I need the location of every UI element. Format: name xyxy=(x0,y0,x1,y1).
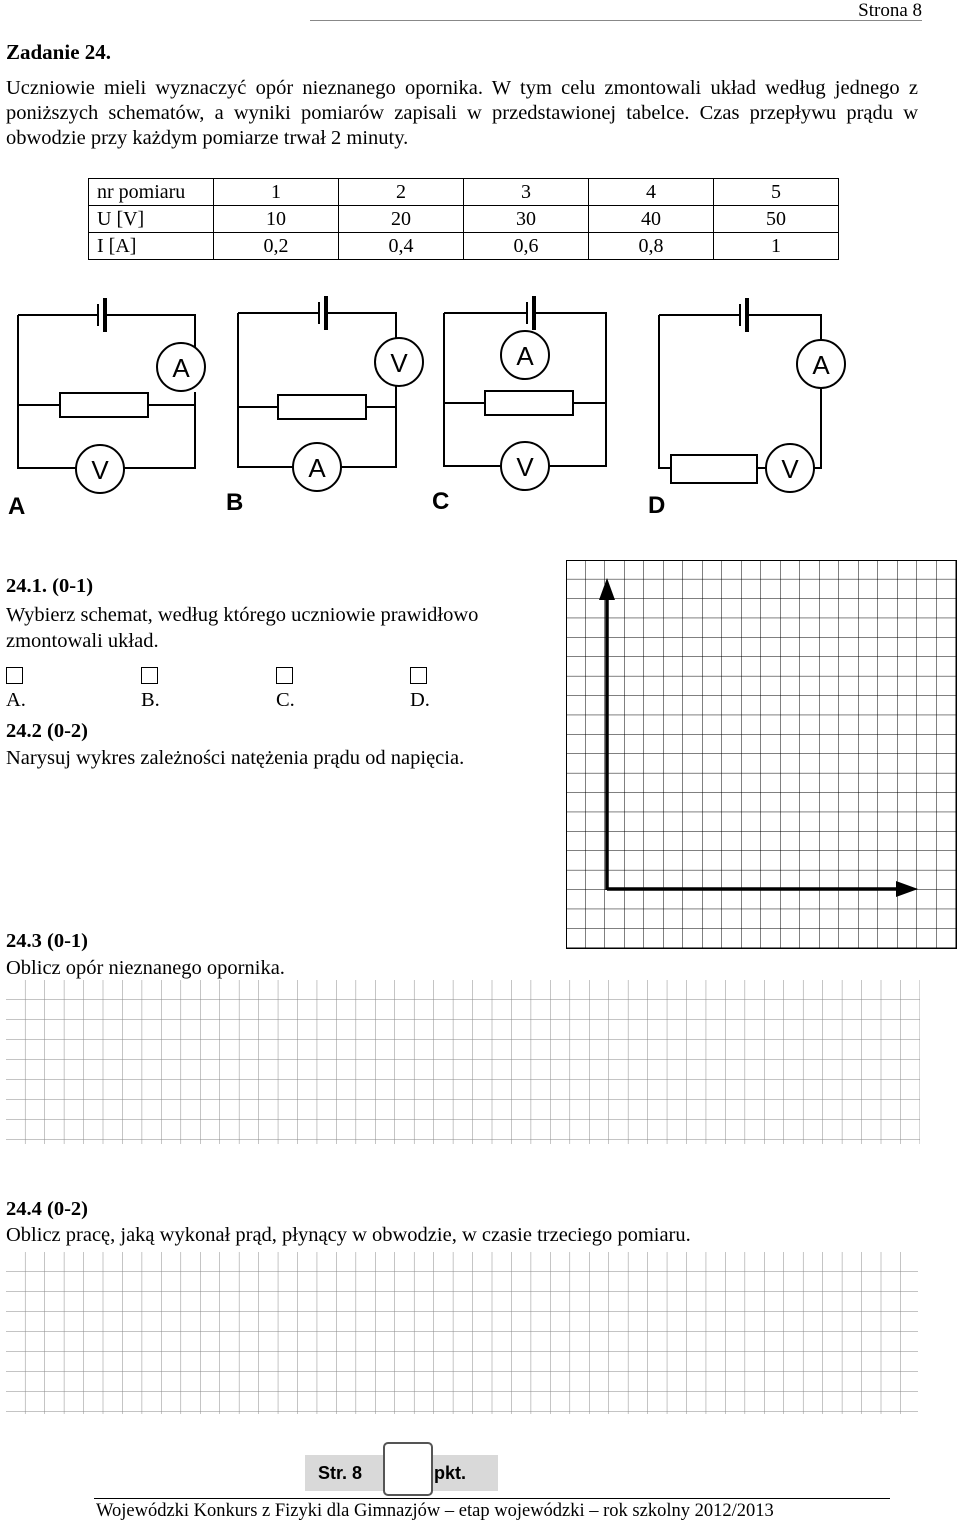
table-row-label: nr pomiaru xyxy=(89,179,214,206)
table-cell: 1 xyxy=(214,179,339,206)
circuit-a xyxy=(18,298,205,493)
q1-heading: 24.1. (0-1) xyxy=(6,575,94,597)
option-label: A. xyxy=(6,689,26,711)
task-intro: Uczniowie mieli wyznaczyć opór nieznanego opornika. W tym celu zmontowali układ według jednego z poniższych schematów, a wyniki pomiarów zapisali w przedstawionej tabelce. Czas przepływu prądu w obwodzie przy każdym pomiarze trwał 2 minuty. xyxy=(6,77,918,149)
option-label: C. xyxy=(276,689,295,711)
points-label: pkt. xyxy=(434,1463,467,1483)
option-label: B. xyxy=(141,689,160,711)
circuit-label-b: B xyxy=(226,489,244,516)
table-cell: 30 xyxy=(464,206,589,233)
checkbox-icon[interactable] xyxy=(276,667,293,684)
ammeter-symbol: A xyxy=(516,341,534,371)
option-a[interactable] xyxy=(6,666,31,712)
table-cell: 10 xyxy=(214,206,339,233)
table-row xyxy=(89,206,839,233)
page-number: Strona 8 xyxy=(858,0,922,21)
checkbox-icon[interactable] xyxy=(410,667,427,684)
checkbox-icon[interactable] xyxy=(141,667,158,684)
circuit-label-a: A xyxy=(8,493,26,520)
task-title: Zadanie 24. xyxy=(6,40,112,64)
voltmeter-symbol: V xyxy=(390,348,408,378)
table-cell: 20 xyxy=(339,206,464,233)
table-cell: 1 xyxy=(714,233,839,260)
circuit-label-d: D xyxy=(648,492,666,519)
table-row-label: I [A] xyxy=(89,233,214,260)
option-b[interactable] xyxy=(141,666,166,712)
q3-text: Oblicz opór nieznanego opornika. xyxy=(6,957,285,979)
graph-grid[interactable] xyxy=(566,560,958,950)
q2-text: Narysuj wykres zależności natężenia prądu od napięcia. xyxy=(6,747,465,769)
footer-text: Wojewódzki Konkurs z Fizyki dla Gimnazjów – etap wojewódzki – rok szkolny 2012/2013 xyxy=(96,1501,774,1521)
voltmeter-symbol: V xyxy=(91,455,109,485)
q4-text: Oblicz pracę, jaką wykonał prąd, płynący w obwodzie, w czasie trzeciego pomiaru. xyxy=(6,1224,691,1246)
circuit-d xyxy=(659,298,845,492)
table-cell: 5 xyxy=(714,179,839,206)
ammeter-symbol: A xyxy=(308,453,326,483)
q4-heading: 24.4 (0-2) xyxy=(6,1198,88,1220)
voltmeter-symbol: V xyxy=(516,452,534,482)
ammeter-symbol: A xyxy=(812,350,830,380)
circuit-b xyxy=(238,296,423,491)
table-cell: 40 xyxy=(589,206,714,233)
q1-text: Wybierz schemat, według którego uczniowie prawidłowo zmontowali układ. xyxy=(6,604,479,652)
option-d[interactable] xyxy=(410,666,435,712)
table-cell: 4 xyxy=(589,179,714,206)
table-row-label: U [V] xyxy=(89,206,214,233)
table-row xyxy=(89,179,839,206)
answer-grid-q3[interactable] xyxy=(6,980,920,1146)
circuit-diagrams xyxy=(0,290,960,530)
header-rule xyxy=(310,20,922,21)
option-c[interactable] xyxy=(276,666,301,712)
option-label: D. xyxy=(410,689,430,711)
table-cell: 0,4 xyxy=(339,233,464,260)
voltmeter-symbol: V xyxy=(781,454,799,484)
q2-heading: 24.2 (0-2) xyxy=(6,720,88,742)
measurement-table xyxy=(88,178,839,260)
score-input-box[interactable] xyxy=(383,1442,433,1496)
circuit-label-c: C xyxy=(432,488,450,515)
ammeter-symbol: A xyxy=(172,353,190,383)
table-cell: 50 xyxy=(714,206,839,233)
table-cell: 2 xyxy=(339,179,464,206)
table-row xyxy=(89,233,839,260)
table-cell: 0,6 xyxy=(464,233,589,260)
answer-grid-q4[interactable] xyxy=(6,1252,920,1416)
page-label: Str. 8 xyxy=(318,1463,363,1483)
footer-rule xyxy=(94,1498,890,1499)
table-cell: 0,2 xyxy=(214,233,339,260)
q3-heading: 24.3 (0-1) xyxy=(6,930,88,952)
table-cell: 3 xyxy=(464,179,589,206)
checkbox-icon[interactable] xyxy=(6,667,23,684)
table-cell: 0,8 xyxy=(589,233,714,260)
